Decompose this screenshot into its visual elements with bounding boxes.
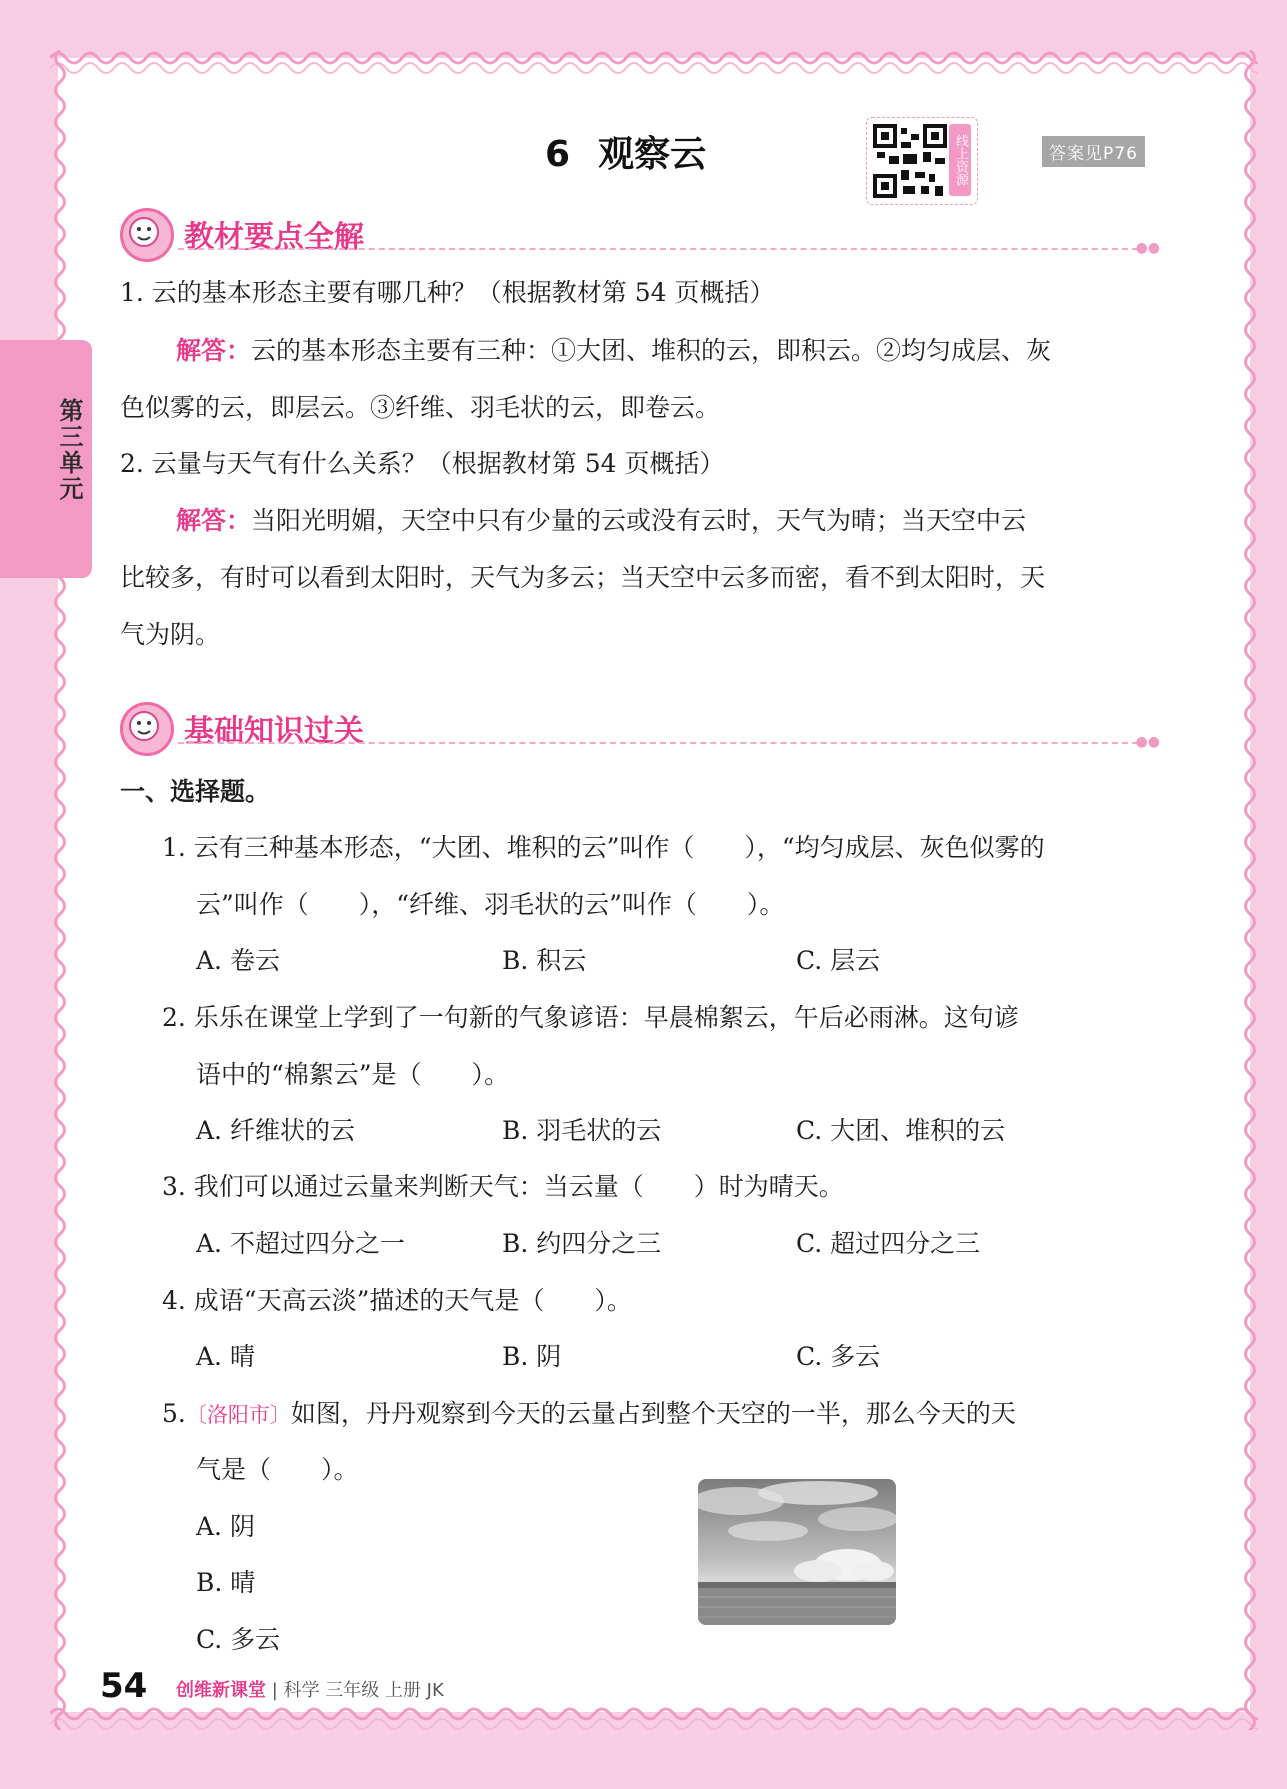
footer-book-info: 创维新课堂 | 科学 三年级 上册 JK — [176, 1680, 444, 1701]
heading-dots-icon: ●● — [1135, 734, 1160, 750]
mc-question-1-line-2: 云”叫作（ ），“纤维、羽毛状的云”叫作（ ）。 — [196, 890, 785, 919]
answer-2-line-3: 气为阴。 — [120, 620, 221, 649]
mc-question-5-option-b[interactable]: B. 晴 — [196, 1568, 256, 1597]
lesson-title — [545, 126, 706, 177]
answer-text: 云的基本形态主要有三种：①大团、堆积的云，即积云。②均匀成层、灰 — [251, 336, 1052, 365]
mc-question-5-line-2: 气是（ ）。 — [196, 1455, 359, 1484]
right-wave-border — [1238, 50, 1262, 1730]
answer-2-line-1 — [176, 506, 1026, 536]
answer-1-line-1 — [176, 336, 1051, 366]
mc-question-1-option-c[interactable]: C. 层云 — [796, 946, 881, 975]
mc-question-5-option-c[interactable]: C. 多云 — [196, 1625, 281, 1654]
answer-text: 当阳光明媚，天空中只有少量的云或没有云时，天气为晴；当天空中云 — [251, 506, 1027, 535]
unit-side-tab — [0, 340, 92, 578]
mc-question-2-option-c[interactable]: C. 大团、堆积的云 — [796, 1116, 1006, 1145]
heading-dots-icon: ●● — [1135, 240, 1160, 256]
mc-question-3-option-a[interactable]: A. 不超过四分之一 — [196, 1229, 405, 1258]
unit-side-tab-label: 第三单元 — [55, 398, 83, 502]
mc-question-5-number: 5. — [162, 1399, 186, 1428]
qr-code-block[interactable] — [866, 117, 978, 205]
mc-question-5-line-1 — [162, 1399, 1016, 1430]
mc-question-1-option-a[interactable]: A. 卷云 — [196, 946, 280, 975]
mc-question-3-line-1: 3. 我们可以通过云量来判断天气：当云量（ ）时为晴天。 — [162, 1172, 844, 1201]
part-title-multiple-choice: 一、选择题。 — [120, 777, 271, 806]
section-heading-label: 教材要点全解 — [184, 220, 364, 255]
top-wave-border — [50, 44, 1258, 84]
footer-brand: 创维新课堂 — [176, 1680, 266, 1701]
mc-question-3-option-c[interactable]: C. 超过四分之三 — [796, 1229, 981, 1258]
mc-question-2-line-2: 语中的“棉絮云”是（ ）。 — [196, 1060, 510, 1089]
mc-question-4-option-a[interactable]: A. 晴 — [196, 1342, 255, 1371]
mc-question-2-option-b[interactable]: B. 羽毛状的云 — [502, 1116, 662, 1145]
mc-question-4-line-1: 4. 成语“天高云淡”描述的天气是（ ）。 — [162, 1286, 632, 1315]
mc-question-2-option-a[interactable]: A. 纤维状的云 — [196, 1116, 355, 1145]
mc-question-5-text: 如图，丹丹观察到今天的云量占到整个天空的一半，那么今天的天 — [290, 1399, 1016, 1428]
cartoon-mascot-icon — [120, 702, 174, 756]
mc-question-3-option-b[interactable]: B. 约四分之三 — [502, 1229, 662, 1258]
heading-dashed-divider — [178, 742, 1138, 744]
mc-question-1-option-b[interactable]: B. 积云 — [502, 946, 587, 975]
mc-question-1-line-1: 1. 云有三种基本形态，“大团、堆积的云”叫作（ ），“均匀成层、灰色似雾的 — [162, 833, 1045, 862]
answer-label: 解答： — [176, 336, 252, 365]
question-1: 1. 云的基本形态主要有哪几种？（根据教材第 54 页概括） — [120, 278, 775, 307]
sky-cloud-photo — [698, 1479, 896, 1625]
qr-tag-label: 线上资源 — [949, 124, 971, 196]
answer-1-line-2: 色似雾的云，即层云。③纤维、羽毛状的云，即卷云。 — [120, 393, 721, 422]
left-wave-border — [48, 50, 72, 1730]
cartoon-mascot-icon — [120, 208, 174, 262]
answer-label: 解答： — [176, 506, 252, 535]
question-2: 2. 云量与天气有什么关系？（根据教材第 54 页概括） — [120, 449, 725, 478]
mc-question-2-line-1: 2. 乐乐在课堂上学到了一句新的气象谚语：早晨棉絮云，午后必雨淋。这句谚 — [162, 1003, 1019, 1032]
lesson-number: 6 — [545, 134, 571, 175]
lesson-title-text: 观察云 — [598, 134, 707, 175]
section-heading-key-points — [118, 204, 1160, 260]
mc-question-4-option-c[interactable]: C. 多云 — [796, 1342, 881, 1371]
bottom-wave-border — [50, 1700, 1258, 1740]
section-heading-basic-knowledge — [118, 698, 1160, 754]
section-heading-label: 基础知识过关 — [184, 714, 364, 749]
heading-dashed-divider — [178, 248, 1138, 250]
answer-reference-badge: 答案见P76 — [1042, 136, 1145, 167]
qr-code-icon — [873, 124, 947, 198]
footer-info: 科学 三年级 上册 JK — [283, 1680, 444, 1701]
page-number: 54 — [100, 1666, 148, 1706]
answer-2-line-2: 比较多，有时可以看到太阳时，天气为多云；当天空中云多而密，看不到太阳时，天 — [120, 563, 1046, 592]
mc-question-5-option-a[interactable]: A. 阴 — [196, 1512, 255, 1541]
mc-question-4-option-b[interactable]: B. 阴 — [502, 1342, 562, 1371]
region-tag: 〔洛阳市〕 — [185, 1403, 291, 1427]
